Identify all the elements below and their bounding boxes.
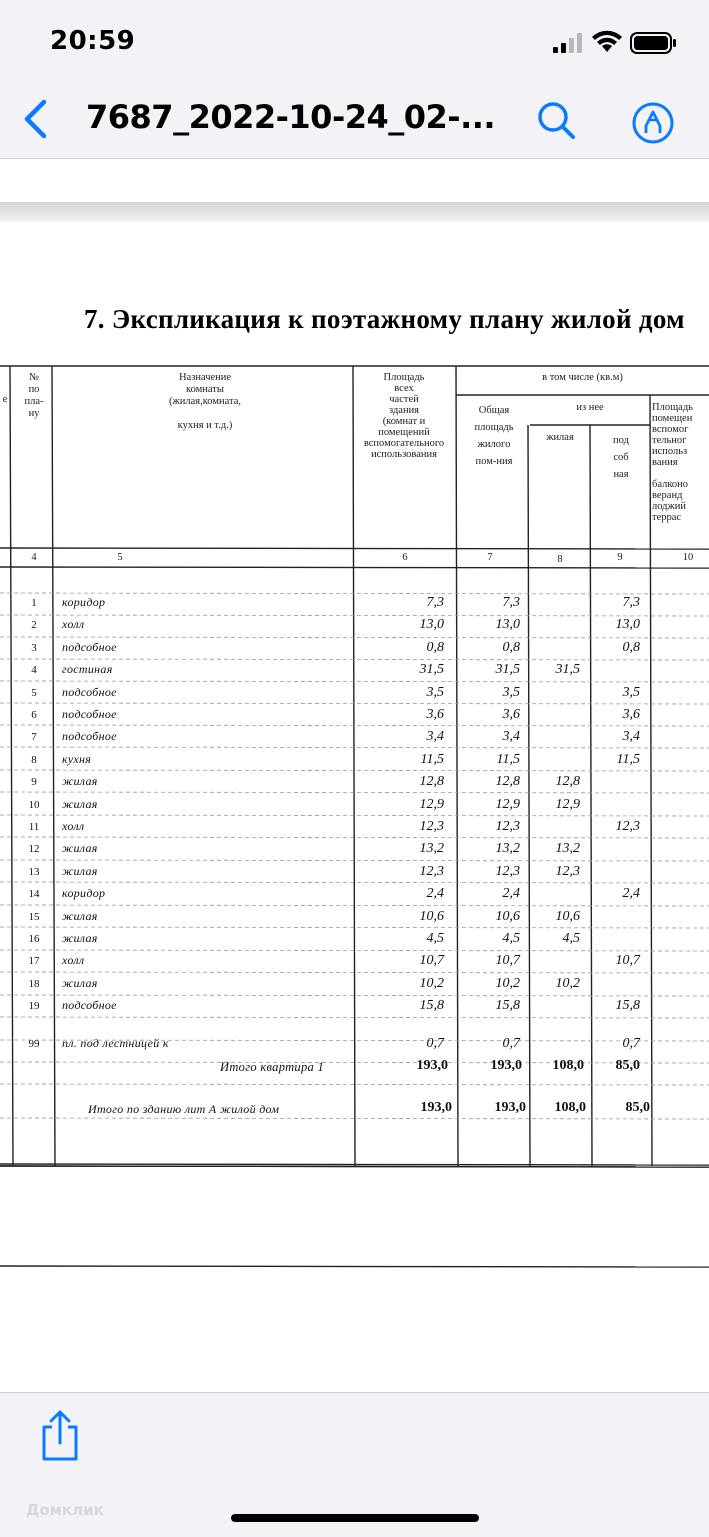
col-number: 10 bbox=[682, 552, 694, 563]
cell-aux: 0,8 bbox=[622, 639, 640, 655]
subtotal-general: 193,0 bbox=[490, 1058, 522, 1073]
cell-living: 13,2 bbox=[555, 841, 580, 857]
cell-total: 12,3 bbox=[419, 819, 444, 834]
cell-total: 12,9 bbox=[419, 796, 444, 812]
cell-no: 3 bbox=[31, 641, 37, 654]
cell-living: 4,5 bbox=[562, 931, 580, 946]
cell-total: 3,5 bbox=[426, 684, 444, 700]
header-including: в том числе (кв.м) bbox=[542, 372, 623, 383]
cell-no: 8 bbox=[31, 753, 37, 766]
cell-general: 13,2 bbox=[495, 841, 520, 857]
cell-aux: 0,7 bbox=[622, 1036, 640, 1051]
cell-aux: 12,3 bbox=[615, 819, 640, 834]
cell-no: 14 bbox=[28, 888, 40, 901]
col-number: 6 bbox=[402, 552, 408, 563]
cell-aux: 2,4 bbox=[622, 886, 640, 902]
cell-name: жилая bbox=[62, 774, 98, 789]
header-of-it: из нее bbox=[576, 402, 604, 413]
cell-general: 11,5 bbox=[496, 751, 520, 767]
search-button[interactable] bbox=[534, 98, 578, 142]
cell-total: 31,5 bbox=[419, 662, 444, 678]
cell-name: холл bbox=[62, 617, 85, 632]
cell-total: 12,3 bbox=[419, 863, 444, 879]
cell-total: 0,8 bbox=[426, 639, 444, 655]
cell-total: 12,8 bbox=[419, 774, 444, 790]
cell-general: 3,6 bbox=[502, 707, 520, 722]
header-living: жилая bbox=[546, 432, 574, 443]
cell-name: коридор bbox=[62, 886, 106, 901]
cell-total: 13,0 bbox=[419, 617, 444, 633]
grand-total-aux: 85,0 bbox=[625, 1100, 650, 1115]
col-number: 9 bbox=[617, 552, 623, 563]
col-number: 4 bbox=[31, 552, 37, 563]
cell-aux: 3,5 bbox=[622, 684, 640, 700]
cell-total: 10,2 bbox=[419, 975, 444, 991]
cell-general: 10,7 bbox=[495, 953, 520, 969]
watermark-text: Домклик bbox=[26, 1501, 104, 1519]
subtotal-living: 108,0 bbox=[552, 1058, 584, 1073]
cell-aux: 13,0 bbox=[615, 617, 640, 633]
grand-total-total: 193,0 bbox=[420, 1100, 452, 1115]
document-page[interactable] bbox=[0, 222, 709, 1392]
cell-no: 5 bbox=[31, 686, 37, 699]
cell-name: жилая bbox=[62, 931, 98, 945]
search-icon bbox=[534, 98, 578, 142]
header-aux-area: Площадь помещен вспомог тельног использ вания балконо веранд лоджий террас bbox=[652, 402, 693, 523]
cell-name: подсобное bbox=[62, 729, 117, 744]
cell-no: 15 bbox=[28, 910, 40, 923]
cell-name: холл bbox=[62, 953, 85, 968]
cell-name: пл. под лестницей к bbox=[62, 1036, 169, 1050]
document-title: 7687_2022-10-24_02-... bbox=[86, 98, 496, 136]
cell-name: жилая bbox=[62, 841, 98, 856]
wifi-icon bbox=[592, 31, 622, 52]
cell-total: 3,6 bbox=[426, 707, 444, 722]
cell-no: 7 bbox=[31, 731, 37, 744]
markup-button[interactable] bbox=[630, 100, 676, 146]
cell-general: 12,8 bbox=[495, 774, 520, 790]
cell-no: 12 bbox=[28, 843, 40, 856]
cell-no: 19 bbox=[28, 1000, 40, 1013]
grand-total-general: 193,0 bbox=[494, 1100, 526, 1115]
grand-total-label: Итого по зданию лит А жилой дом bbox=[88, 1102, 280, 1116]
cell-total: 0,7 bbox=[426, 1036, 444, 1051]
cell-name: жилая bbox=[62, 796, 98, 811]
cell-general: 3,5 bbox=[502, 684, 520, 700]
col-number: 8 bbox=[557, 554, 563, 565]
cell-name: подсобное bbox=[62, 707, 117, 721]
cell-name: подсобное bbox=[62, 639, 117, 654]
cell-general: 3,4 bbox=[502, 729, 520, 745]
cell-living: 12,3 bbox=[555, 863, 580, 879]
back-button[interactable] bbox=[18, 96, 54, 142]
page-gap bbox=[0, 159, 709, 202]
cell-general: 10,6 bbox=[495, 908, 520, 924]
cell-living: 12,8 bbox=[555, 774, 580, 790]
status-icons bbox=[551, 30, 681, 56]
header-edge: е bbox=[2, 394, 8, 405]
bottom-toolbar bbox=[0, 1392, 709, 1537]
header-total-area: Площадь всех частей здания (комнат и помещений вспомогательного использования bbox=[363, 372, 445, 460]
cell-aux: 3,6 bbox=[622, 707, 640, 722]
cellular-signal-icon bbox=[553, 33, 582, 53]
chevron-left-icon bbox=[18, 96, 54, 142]
cell-no: 4 bbox=[31, 664, 37, 677]
cell-name: гостиная bbox=[62, 662, 113, 677]
cell-no: 17 bbox=[28, 955, 40, 968]
home-indicator[interactable] bbox=[231, 1514, 479, 1522]
cell-aux: 7,3 bbox=[622, 595, 640, 610]
document-heading: 7. Экспликация к поэтажному плану жилой дом bbox=[84, 304, 685, 334]
cell-general: 0,8 bbox=[502, 639, 520, 655]
cell-name: жилая bbox=[62, 975, 98, 990]
subtotal-label: Итого квартира 1 bbox=[220, 1060, 325, 1074]
cell-no: 10 bbox=[28, 798, 40, 811]
cell-name: жилая bbox=[62, 908, 98, 923]
share-icon bbox=[38, 1409, 82, 1463]
cell-total: 2,4 bbox=[426, 886, 444, 902]
cell-no: 9 bbox=[31, 776, 37, 789]
cell-general: 12,3 bbox=[495, 819, 520, 834]
cell-aux: 10,7 bbox=[615, 953, 640, 969]
status-bar bbox=[0, 0, 709, 82]
cell-name: холл bbox=[62, 819, 85, 833]
cell-general: 13,0 bbox=[495, 617, 520, 633]
cell-name: жилая bbox=[62, 863, 98, 878]
cell-total: 3,4 bbox=[426, 729, 444, 745]
share-button[interactable] bbox=[38, 1409, 82, 1463]
grand-total-living: 108,0 bbox=[554, 1100, 586, 1115]
header-room-purpose: Назначение комнаты (жилая,комната, кухня и т.д.) bbox=[169, 372, 241, 431]
cell-no: 2 bbox=[31, 619, 37, 632]
subtotal-aux: 85,0 bbox=[615, 1058, 640, 1073]
cell-general: 12,3 bbox=[495, 863, 520, 879]
cell-general: 2,4 bbox=[502, 886, 520, 902]
cell-name: коридор bbox=[62, 595, 106, 609]
subtotal-total: 193,0 bbox=[416, 1058, 448, 1073]
cell-name: подсобное bbox=[62, 684, 117, 699]
cell-general: 10,2 bbox=[495, 975, 520, 991]
cell-total: 10,7 bbox=[419, 953, 444, 969]
cell-living: 10,2 bbox=[555, 975, 580, 991]
cell-general: 15,8 bbox=[495, 998, 520, 1014]
cell-general: 4,5 bbox=[502, 931, 520, 946]
battery-icon bbox=[631, 33, 676, 53]
cell-no: 11 bbox=[28, 821, 40, 833]
cell-total: 11,5 bbox=[420, 751, 444, 767]
header-auxiliary: под соб ная bbox=[613, 435, 629, 480]
cell-aux: 11,5 bbox=[616, 751, 640, 767]
cell-total: 13,2 bbox=[419, 841, 444, 857]
page-divider bbox=[0, 202, 709, 222]
cell-general: 12,9 bbox=[495, 796, 520, 812]
cell-total: 4,5 bbox=[426, 931, 444, 946]
cell-no: 99 bbox=[28, 1038, 40, 1050]
cell-aux: 3,4 bbox=[622, 729, 640, 745]
cell-total: 10,6 bbox=[419, 908, 444, 924]
header-living-total: Общая площадь жилого пом-ния bbox=[474, 405, 514, 467]
cell-living: 12,9 bbox=[555, 796, 580, 812]
cell-no: 6 bbox=[31, 709, 37, 721]
cell-general: 0,7 bbox=[502, 1036, 520, 1051]
status-time: 20:59 bbox=[50, 26, 136, 56]
header-plan-number: № по пла- ну bbox=[24, 372, 44, 419]
cell-no: 18 bbox=[28, 977, 40, 990]
cell-no: 16 bbox=[28, 933, 40, 945]
cell-general: 31,5 bbox=[495, 662, 520, 678]
markup-pen-icon bbox=[630, 100, 676, 146]
col-number: 5 bbox=[117, 552, 123, 563]
cell-aux: 15,8 bbox=[615, 998, 640, 1014]
cell-living: 10,6 bbox=[555, 908, 580, 924]
cell-general: 7,3 bbox=[502, 595, 520, 610]
cell-no: 1 bbox=[31, 597, 37, 609]
nav-bar bbox=[0, 82, 709, 159]
cell-name: подсобное bbox=[62, 998, 117, 1013]
cell-total: 15,8 bbox=[419, 998, 444, 1014]
cell-name: кухня bbox=[62, 751, 92, 766]
cell-total: 7,3 bbox=[426, 595, 444, 610]
cell-living: 31,5 bbox=[555, 662, 580, 678]
col-number: 7 bbox=[487, 552, 493, 563]
cell-no: 13 bbox=[28, 865, 40, 878]
